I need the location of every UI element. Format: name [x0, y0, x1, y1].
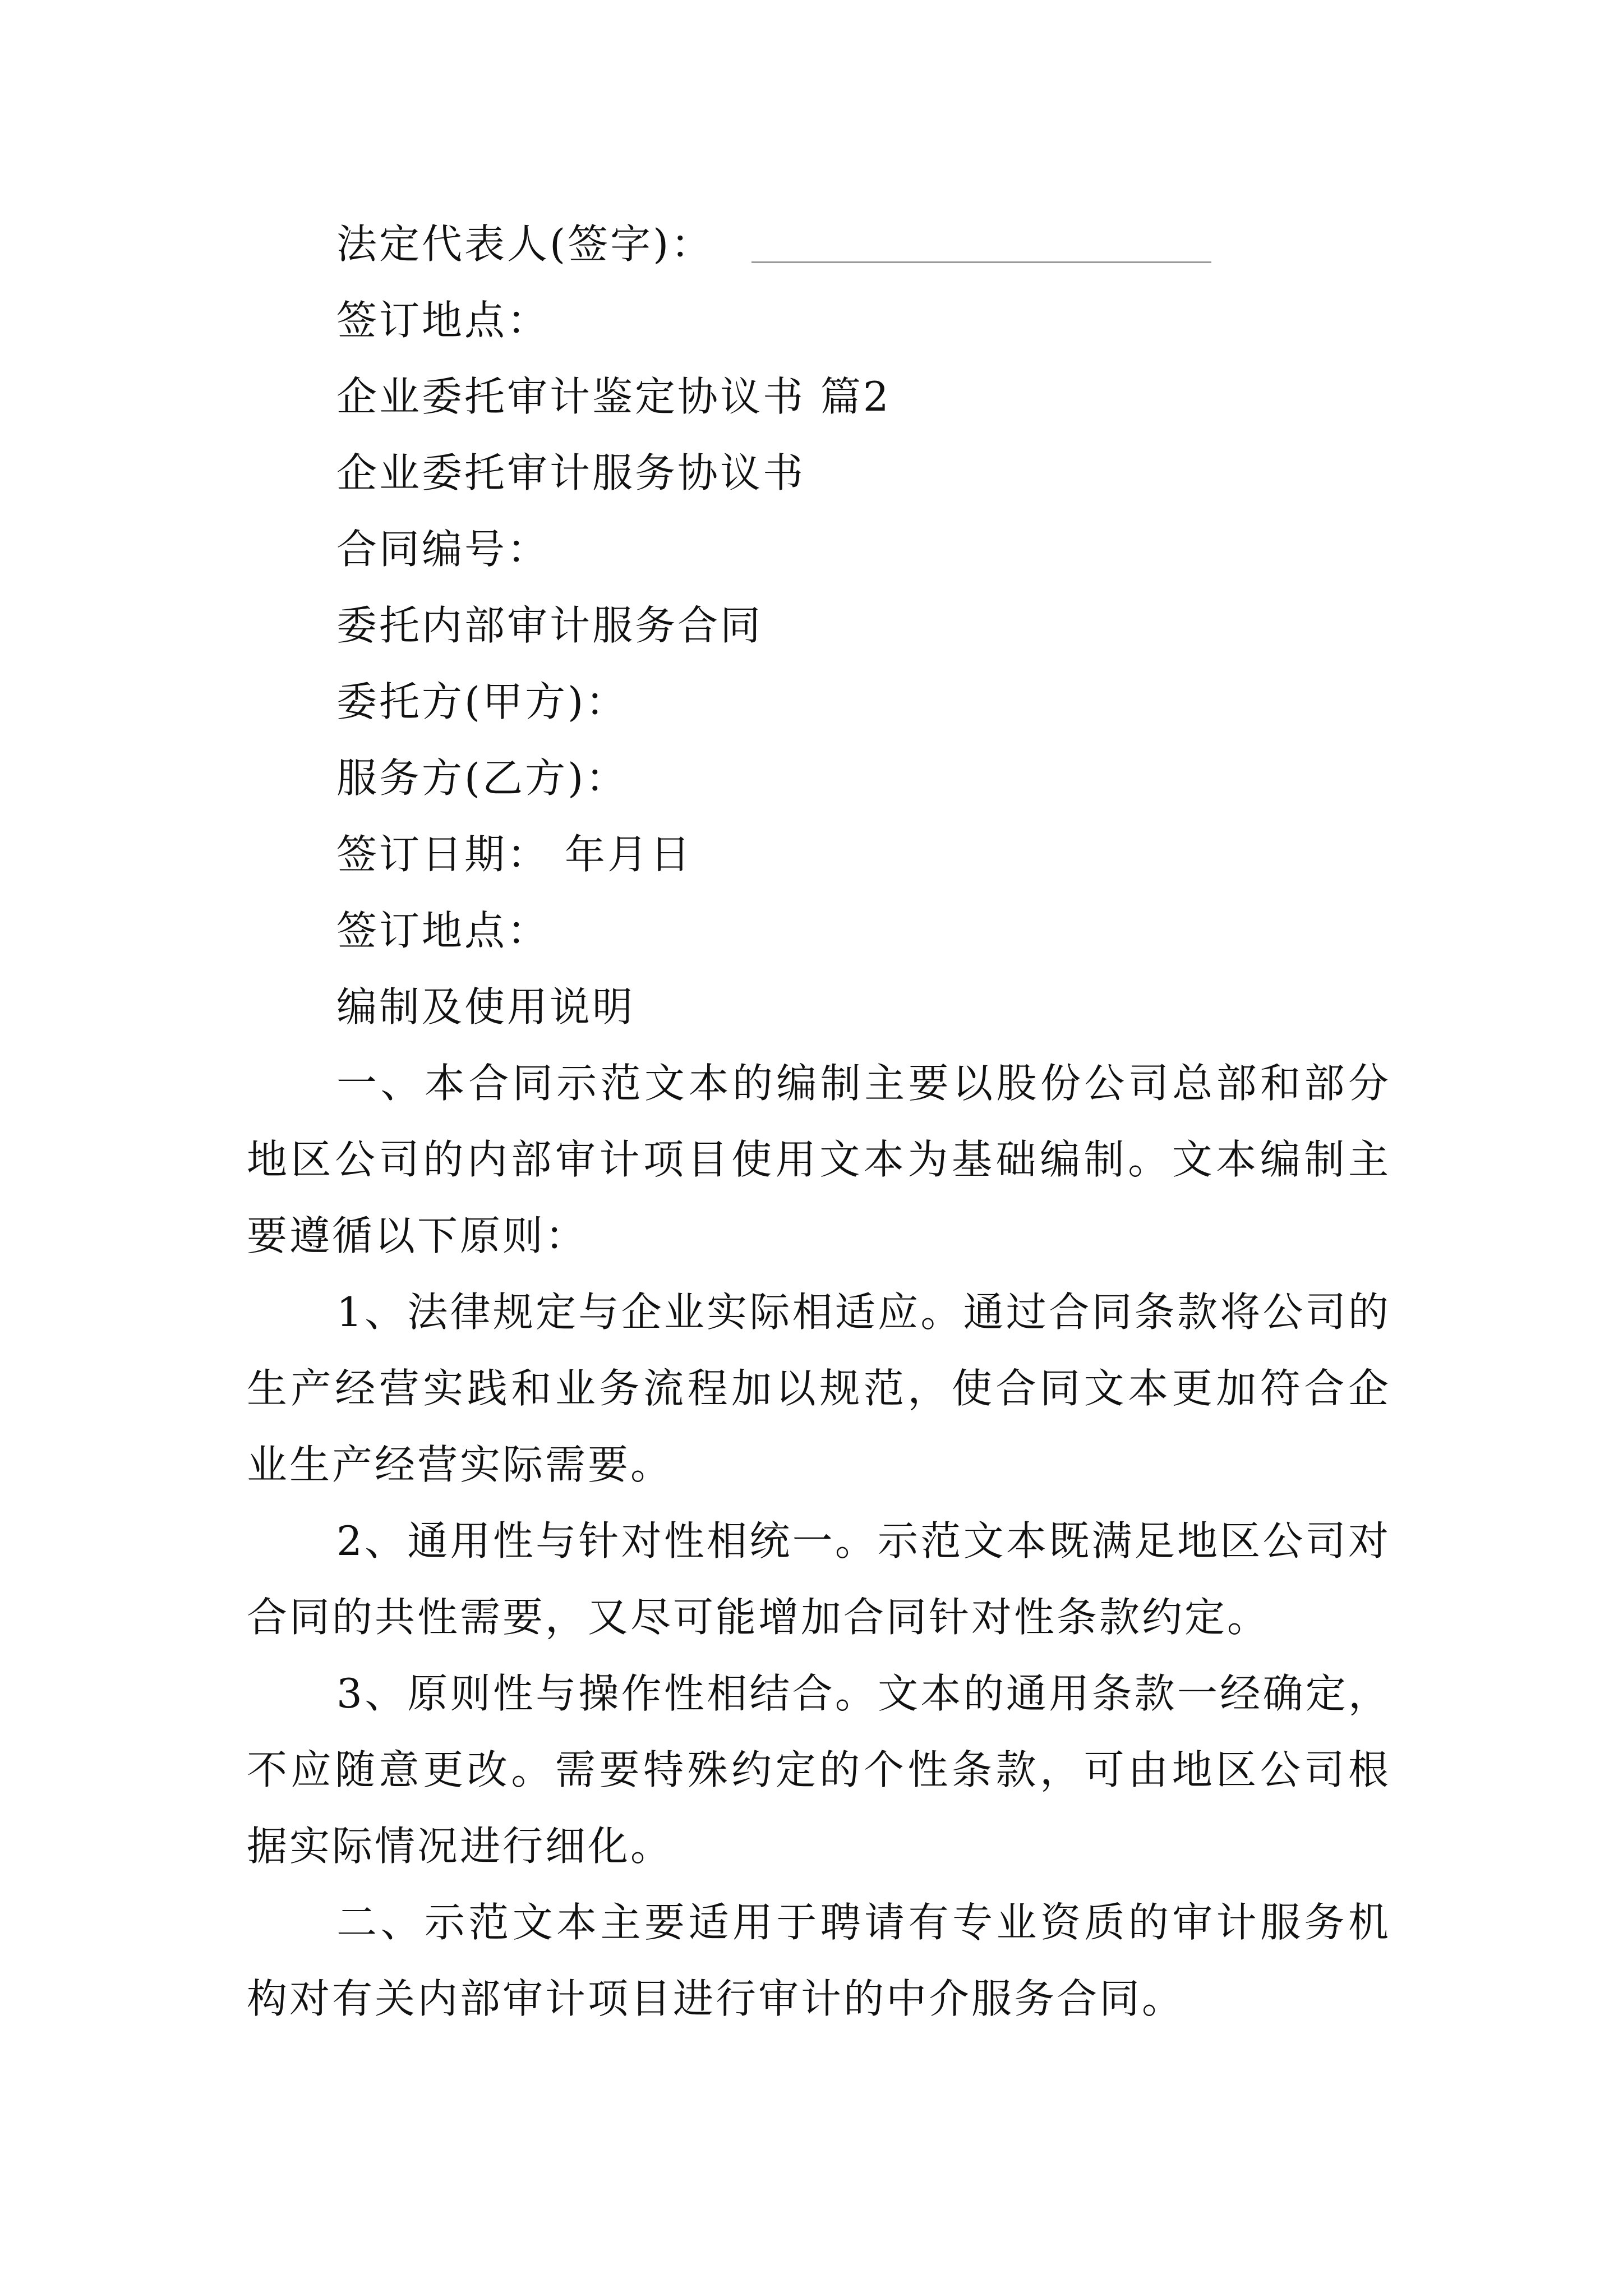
contract-name-line: 委托内部审计服务合同 — [336, 602, 763, 649]
paragraph-scope: 二、示范文本主要适用于聘请有专业资质的审计服务机构对有关内部审计项目进行审计的中介服务合同。 — [247, 1899, 1391, 2022]
signature-line — [751, 261, 1211, 263]
paragraph-principle-2: 2、通用性与针对性相统一。示范文本既满足地区公司对合同的共性需要，又尽可能增加合同针对性条款约定。 — [247, 1517, 1391, 1641]
provider-party-line: 服务方(乙方)： — [336, 754, 629, 802]
instructions-heading: 编制及使用说明 — [336, 983, 635, 1030]
agreement-title: 企业委托审计服务协议书 — [336, 449, 806, 496]
sign-date-line: 签订日期： 年月日 — [336, 831, 693, 878]
contract-number-line: 合同编号： — [336, 526, 550, 573]
section-title: 企业委托审计鉴定协议书 篇2 — [336, 373, 891, 420]
paragraph-principles-intro: 一、本合同示范文本的编制主要以股份公司总部和部分地区公司的内部审计项目使用文本为基础编制。文本编制主要遵循以下原则： — [247, 1060, 1391, 1259]
paragraph-principle-1: 1、法律规定与企业实际相适应。通过合同条款将公司的生产经营实践和业务流程加以规范，使合同文本更加符合企业生产经营实际需要。 — [247, 1289, 1391, 1488]
client-party-line: 委托方(甲方)： — [336, 678, 629, 725]
sign-place-line-1: 签订地点： — [336, 297, 550, 344]
paragraph-principle-3: 3、原则性与操作性相结合。文本的通用条款一经确定，不应随意更改。需要特殊约定的个性条款，可由地区公司根据实际情况进行细化。 — [247, 1670, 1391, 1870]
sign-place-line-2: 签订地点： — [336, 907, 550, 954]
legal-rep-line: 法定代表人(签字)： — [336, 220, 714, 268]
